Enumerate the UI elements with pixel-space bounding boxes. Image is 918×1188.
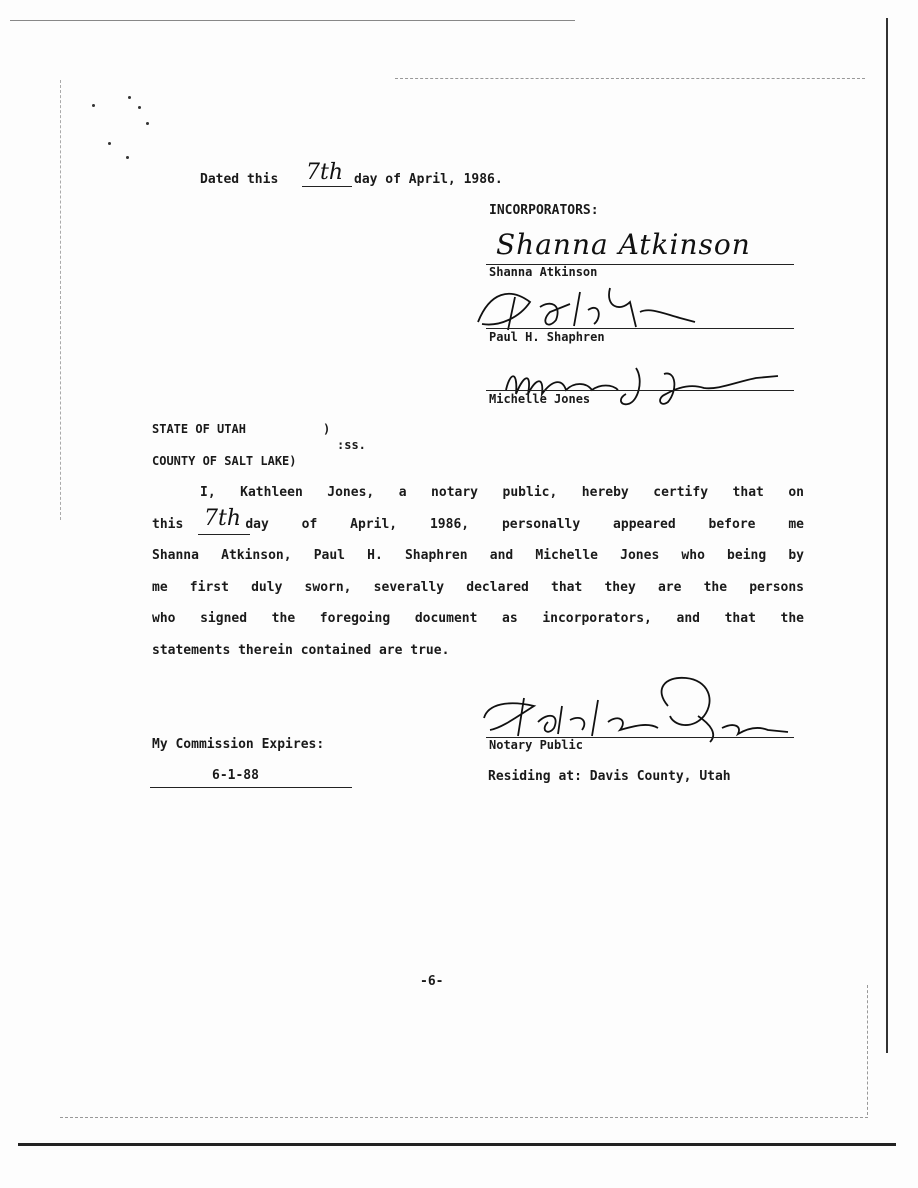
commission-date: 6-1-88: [212, 768, 259, 783]
page-number: -6-: [420, 974, 444, 989]
scan-speck: [138, 106, 141, 109]
printed-name-1: Shanna Atkinson: [489, 265, 598, 279]
commission-label: My Commission Expires:: [152, 737, 325, 752]
certification-line-2-prefix: this: [152, 516, 184, 532]
signature-kathleen-jones-text: [620, 742, 628, 743]
incorporators-heading: INCORPORATORS:: [489, 203, 599, 218]
certification-line-5: who signed the foregoing document as incorporators, and that the: [152, 611, 804, 626]
printed-name-2: Paul H. Shaphren: [489, 330, 605, 344]
certification-day-underline: [198, 534, 250, 535]
printed-name-3: Michelle Jones: [489, 392, 591, 406]
dated-suffix: day of April, 1986.: [354, 172, 503, 187]
dated-prefix: Dated this: [200, 172, 279, 187]
scan-edge-bottom-inner: [60, 1117, 868, 1118]
certification-line-4: me first duly sworn, severally declared that they are the persons: [152, 579, 804, 595]
scan-edge-right: [886, 18, 888, 1053]
commission-date-line: [150, 787, 352, 788]
certification-handwritten-day: 7th: [204, 506, 242, 531]
signature-line-3: [486, 390, 794, 391]
certification-line-1: I, Kathleen Jones, a notary public, hereby certify that on: [200, 485, 804, 500]
signature-shanna-atkinson: Shanna Atkinson: [496, 228, 751, 261]
certification-line-2: [152, 509, 804, 541]
scan-speck: [92, 104, 95, 107]
scan-speck: [126, 156, 129, 159]
certification-line-3: Shanna Atkinson, Paul H. Shaphren and Michelle Jones who being by: [152, 548, 804, 563]
venue-county: COUNTY OF SALT LAKE): [152, 454, 297, 468]
certification-line-2-suffix: day of April, 1986, personally appeared before me: [245, 516, 804, 532]
scan-speck: [146, 122, 149, 125]
venue-ss: :ss.: [337, 438, 366, 452]
scan-edge-top-inner: [395, 78, 865, 79]
scan-speck: [128, 96, 131, 99]
scan-edge-left-inner: [60, 80, 61, 520]
certification-paragraph: [152, 477, 804, 666]
notary-title: Notary Public: [489, 738, 583, 752]
scan-edge-bottom: [18, 1143, 896, 1146]
dated-day-underline: [302, 186, 352, 187]
venue-paren: ): [323, 422, 331, 436]
dated-handwritten-day: 7th: [306, 160, 344, 185]
scan-speck: [108, 142, 111, 145]
notary-residing: Residing at: Davis County, Utah: [488, 769, 731, 784]
certification-line-6: statements therein contained are true.: [152, 642, 450, 658]
signature-line-2: [486, 328, 794, 329]
venue-state: STATE OF UTAH: [152, 422, 246, 436]
signature-michelle-jones-text: [600, 396, 608, 397]
scan-edge-right-inner: [867, 985, 868, 1115]
scan-edge-top: [10, 20, 575, 21]
